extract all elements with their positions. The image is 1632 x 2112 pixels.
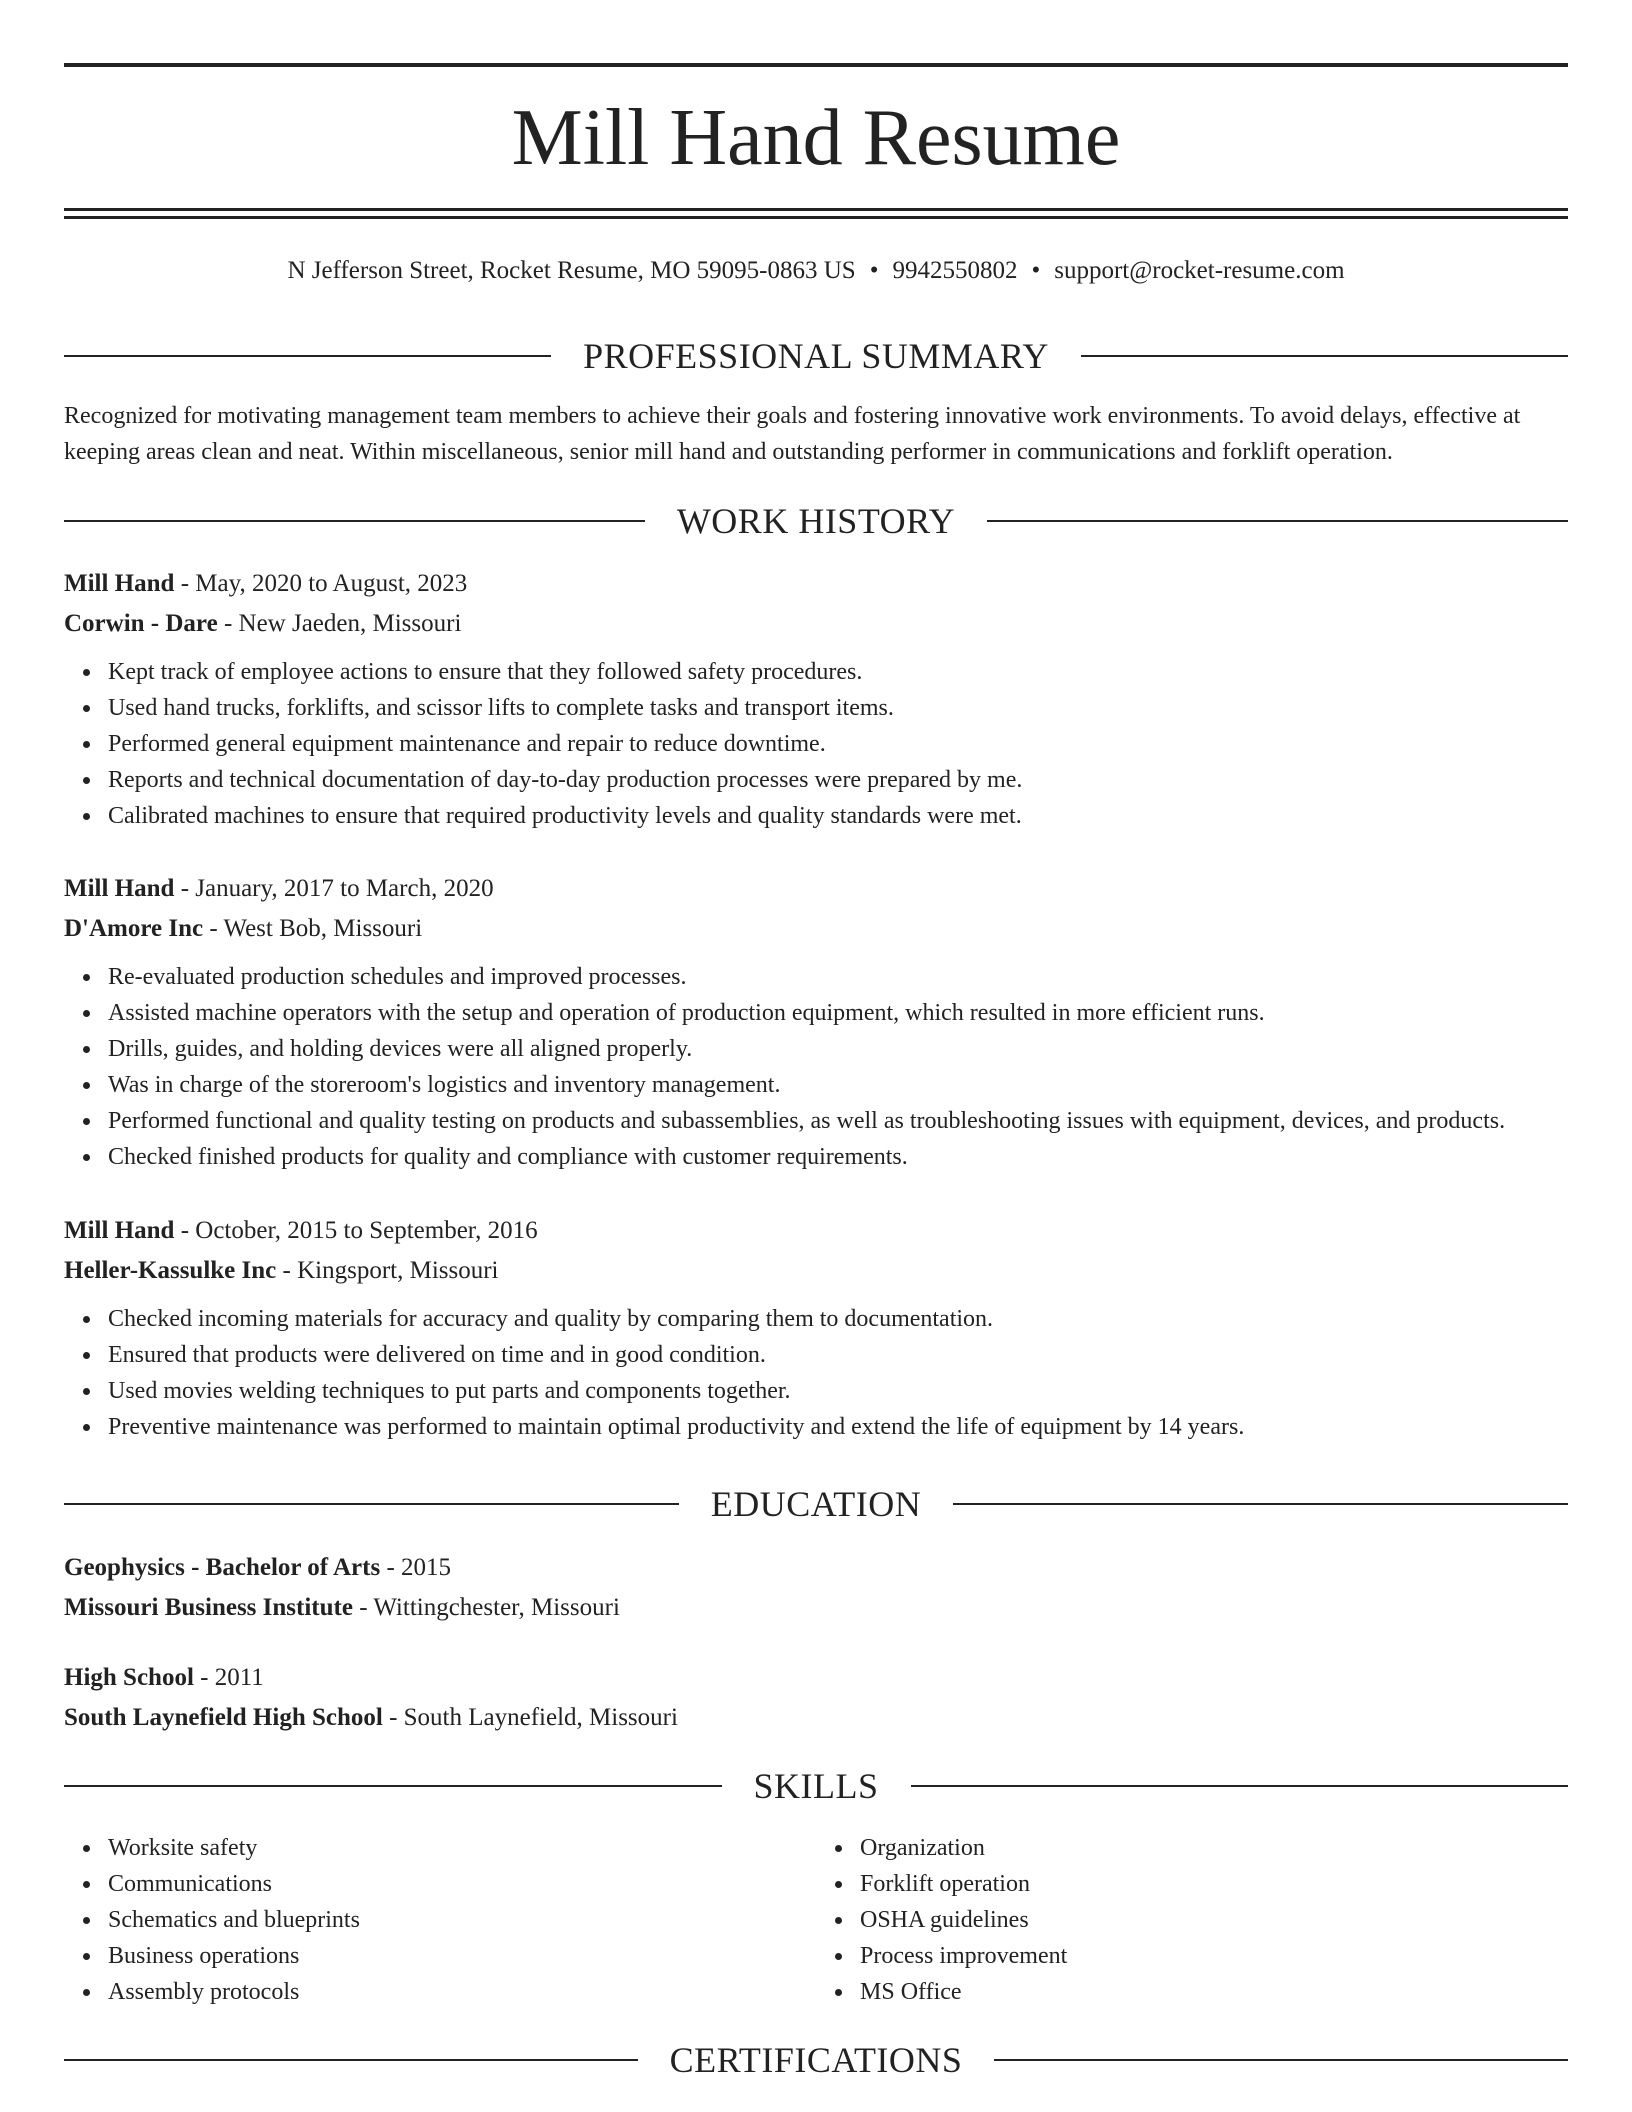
education-entry (64, 1548, 1568, 1628)
education-school-line (64, 1588, 1568, 1628)
skill-item: Process improvement (860, 1938, 1568, 1974)
job-role: Mill Hand (64, 570, 175, 597)
section-rule (64, 520, 645, 522)
job-title-line (64, 1211, 1568, 1251)
section-rule (987, 520, 1568, 522)
skill-item: Forklift operation (860, 1866, 1568, 1902)
education-degree: Geophysics - Bachelor of Arts (64, 1554, 381, 1581)
education-degree: High School (64, 1664, 194, 1691)
job-company-line (64, 604, 1568, 644)
section-rule (64, 355, 551, 357)
list-item: Checked incoming materials for accuracy and quality by comparing them to documentation. (108, 1301, 1568, 1337)
section-title: WORK HISTORY (676, 501, 956, 541)
skill-item: Organization (860, 1830, 1568, 1866)
education-year: - 2015 (380, 1554, 452, 1581)
list-item: Reports and technical documentation of day-to-day production processes were prepared by me. (108, 762, 1568, 798)
job-bullets (64, 1301, 1568, 1445)
section-title: PROFESSIONAL SUMMARY (583, 336, 1049, 376)
section-rule (994, 2059, 1568, 2061)
job-company: D'Amore Inc (64, 915, 204, 942)
list-item: Kept track of employee actions to ensure that they followed safety procedures. (108, 654, 1568, 690)
skill-item: Communications (108, 1866, 816, 1902)
skill-item: MS Office (860, 1974, 1568, 2010)
education-degree-line (64, 1548, 1568, 1588)
section-header-skills (64, 1764, 1568, 1808)
list-item: Used hand trucks, forklifts, and scissor lifts to complete tasks and transport items. (108, 690, 1568, 726)
list-item: Assisted machine operators with the setup and operation of production equipment, which resulted in more efficient runs. (108, 995, 1568, 1031)
list-item: Was in charge of the storeroom's logistics and inventory management. (108, 1067, 1568, 1103)
list-item: Re-evaluated production schedules and improved processes. (108, 959, 1568, 995)
list-item: Calibrated machines to ensure that required productivity levels and quality standards were met. (108, 798, 1568, 834)
contact-phone: 9942550802 (892, 257, 1018, 284)
job-dates: - October, 2015 to September, 2016 (174, 1217, 538, 1244)
job-company: Corwin - Dare (64, 610, 218, 637)
list-item: Performed general equipment maintenance and repair to reduce downtime. (108, 726, 1568, 762)
contact-line (64, 253, 1568, 289)
skill-item: Worksite safety (108, 1830, 816, 1866)
job-dates: - May, 2020 to August, 2023 (174, 570, 468, 597)
contact-email: support@rocket-resume.com (1054, 257, 1345, 284)
list-item: Ensured that products were delivered on time and in good condition. (108, 1337, 1568, 1373)
job-location: - Kingsport, Missouri (276, 1257, 499, 1284)
job-role: Mill Hand (64, 875, 175, 902)
top-rule (64, 63, 1568, 67)
section-rule (911, 1785, 1569, 1787)
section-header-summary (64, 334, 1568, 378)
education-entry (64, 1658, 1568, 1738)
skill-item: Business operations (108, 1938, 816, 1974)
list-item: Used movies welding techniques to put parts and components together. (108, 1373, 1568, 1409)
skill-item: OSHA guidelines (860, 1902, 1568, 1938)
job-company-line (64, 1251, 1568, 1291)
job-title-line (64, 564, 1568, 604)
section-header-work-history (64, 499, 1568, 543)
section-rule (953, 1503, 1568, 1505)
skill-item: Assembly protocols (108, 1974, 816, 2010)
section-header-education (64, 1482, 1568, 1526)
education-school-line (64, 1698, 1568, 1738)
education-school: Missouri Business Institute (64, 1594, 353, 1621)
skills-columns (64, 1830, 1568, 2010)
job-location: - New Jaeden, Missouri (217, 610, 462, 637)
job-company: Heller-Kassulke Inc (64, 1257, 277, 1284)
education-degree-line (64, 1658, 1568, 1698)
job-dates: - January, 2017 to March, 2020 (174, 875, 494, 902)
job-location: - West Bob, Missouri (203, 915, 423, 942)
section-rule (64, 1503, 679, 1505)
section-header-certifications (64, 2038, 1568, 2082)
job-bullets (64, 959, 1568, 1175)
job-company-line (64, 909, 1568, 949)
job-bullets (64, 654, 1568, 834)
job-entry (64, 869, 1568, 1175)
section-title: CERTIFICATIONS (669, 2040, 963, 2080)
skill-item: Schematics and blueprints (108, 1902, 816, 1938)
skills-list-right (816, 1830, 1568, 2010)
contact-address: N Jefferson Street, Rocket Resume, MO 59095-0863 US (287, 257, 856, 284)
summary-text: Recognized for motivating management team members to achieve their goals and fostering innovative work environments. To avoid delays, effective at keeping areas clean and neat. Within miscellaneous, senior mill hand and outstanding performer in communications and forklift operation. (64, 403, 1521, 465)
section-rule (64, 1785, 722, 1787)
job-role: Mill Hand (64, 1217, 175, 1244)
education-school: South Laynefield High School (64, 1704, 383, 1731)
section-rule (64, 2059, 638, 2061)
list-item: Preventive maintenance was performed to maintain optimal productivity and extend the life of equipment by 14 years. (108, 1409, 1568, 1445)
skills-list-left (64, 1830, 816, 2010)
section-rule (1081, 355, 1568, 357)
education-location: - Wittingchester, Missouri (352, 1594, 620, 1621)
job-title-line (64, 869, 1568, 909)
job-entry (64, 564, 1568, 834)
job-entry (64, 1211, 1568, 1445)
list-item: Checked finished products for quality and compliance with customer requirements. (108, 1139, 1568, 1175)
contact-separator: • (869, 257, 879, 284)
education-year: - 2011 (193, 1664, 264, 1691)
list-item: Performed functional and quality testing on products and subassemblies, as well as troubleshooting issues with equipment, devices, and products. (108, 1103, 1568, 1139)
resume-title: Mill Hand Resume (511, 94, 1121, 182)
list-item: Drills, guides, and holding devices were all aligned properly. (108, 1031, 1568, 1067)
title-rule-lower (64, 216, 1568, 219)
contact-separator: • (1031, 257, 1041, 284)
title-rule-upper (64, 208, 1568, 211)
section-title: SKILLS (753, 1766, 879, 1806)
education-location: - South Laynefield, Missouri (382, 1704, 678, 1731)
section-title: EDUCATION (710, 1484, 922, 1524)
